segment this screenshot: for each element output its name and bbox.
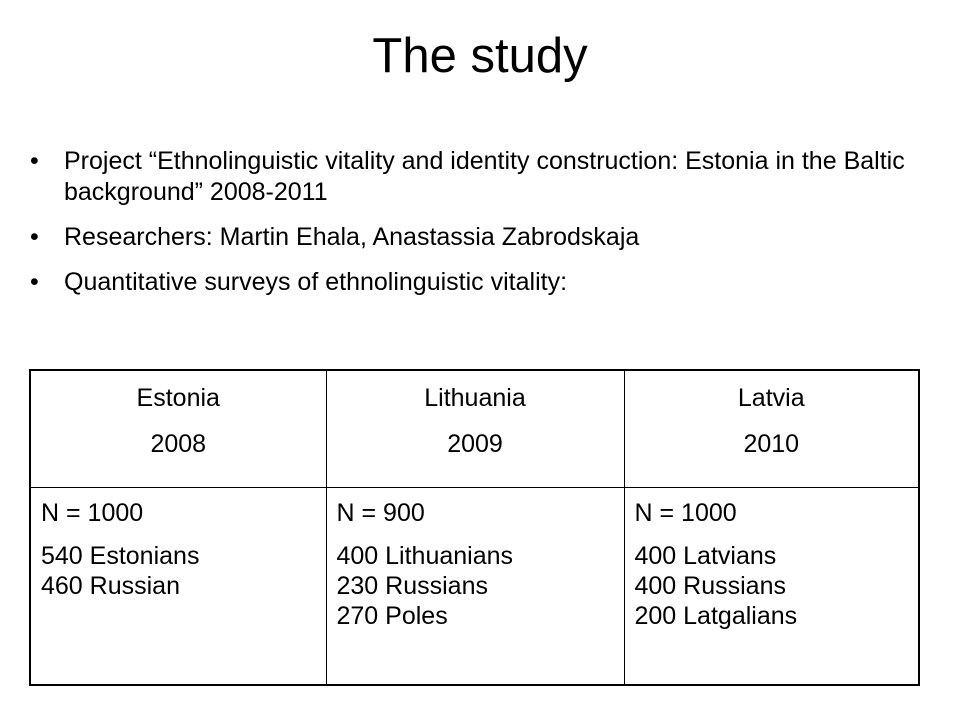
- sample-cell-latvia: [624, 488, 919, 686]
- group-count: 460 Russian: [41, 572, 180, 600]
- bullet-text: Quantitative surveys of ethnolinguistic vitality:: [64, 268, 568, 296]
- header-cell-latvia: [624, 370, 919, 488]
- group-count: 400 Latvians: [634, 542, 777, 570]
- group-list: [635, 541, 919, 631]
- header-cell-lithuania: [326, 370, 624, 488]
- year-label: 2009: [447, 430, 503, 458]
- sample-size: N = 1000: [634, 499, 737, 527]
- group-list: [337, 541, 624, 631]
- slide-title: The study: [372, 29, 588, 83]
- group-count: 540 Estonians: [41, 542, 200, 570]
- group-count: 270 Poles: [336, 602, 448, 630]
- country-label: Latvia: [737, 384, 805, 412]
- year-label: 2010: [743, 430, 800, 458]
- bullet-text: Project “Ethnolinguistic vitality and identity construction: Estonia in the Baltic background” 2008-2011: [64, 147, 905, 206]
- bullet-dot-icon: •: [30, 147, 39, 175]
- sample-cell-estonia: [30, 488, 326, 686]
- table-header-row: [30, 370, 919, 488]
- bullet-dot-icon: •: [30, 223, 39, 251]
- table-row: [30, 488, 919, 686]
- bullet-dot-icon: •: [30, 268, 39, 296]
- group-count: 230 Russians: [336, 572, 488, 600]
- sample-size: N = 1000: [41, 499, 144, 527]
- survey-table: [29, 369, 920, 686]
- bullet-researchers: [30, 222, 930, 253]
- sample-size: N = 900: [336, 499, 425, 527]
- group-count: 200 Latgalians: [634, 602, 798, 630]
- group-list: [41, 541, 326, 601]
- group-count: 400 Russians: [634, 572, 786, 600]
- bullet-text: Researchers: Martin Ehala, Anastassia Zabrodskaja: [64, 223, 640, 251]
- sample-cell-lithuania: [326, 488, 624, 686]
- header-cell-estonia: [30, 370, 326, 488]
- bullet-project: [30, 146, 930, 208]
- bullet-surveys: [30, 267, 930, 298]
- country-label: Lithuania: [424, 384, 526, 412]
- bullet-list: [30, 146, 930, 312]
- group-count: 400 Lithuanians: [336, 542, 514, 570]
- country-label: Estonia: [136, 384, 220, 412]
- year-label: 2008: [150, 430, 207, 458]
